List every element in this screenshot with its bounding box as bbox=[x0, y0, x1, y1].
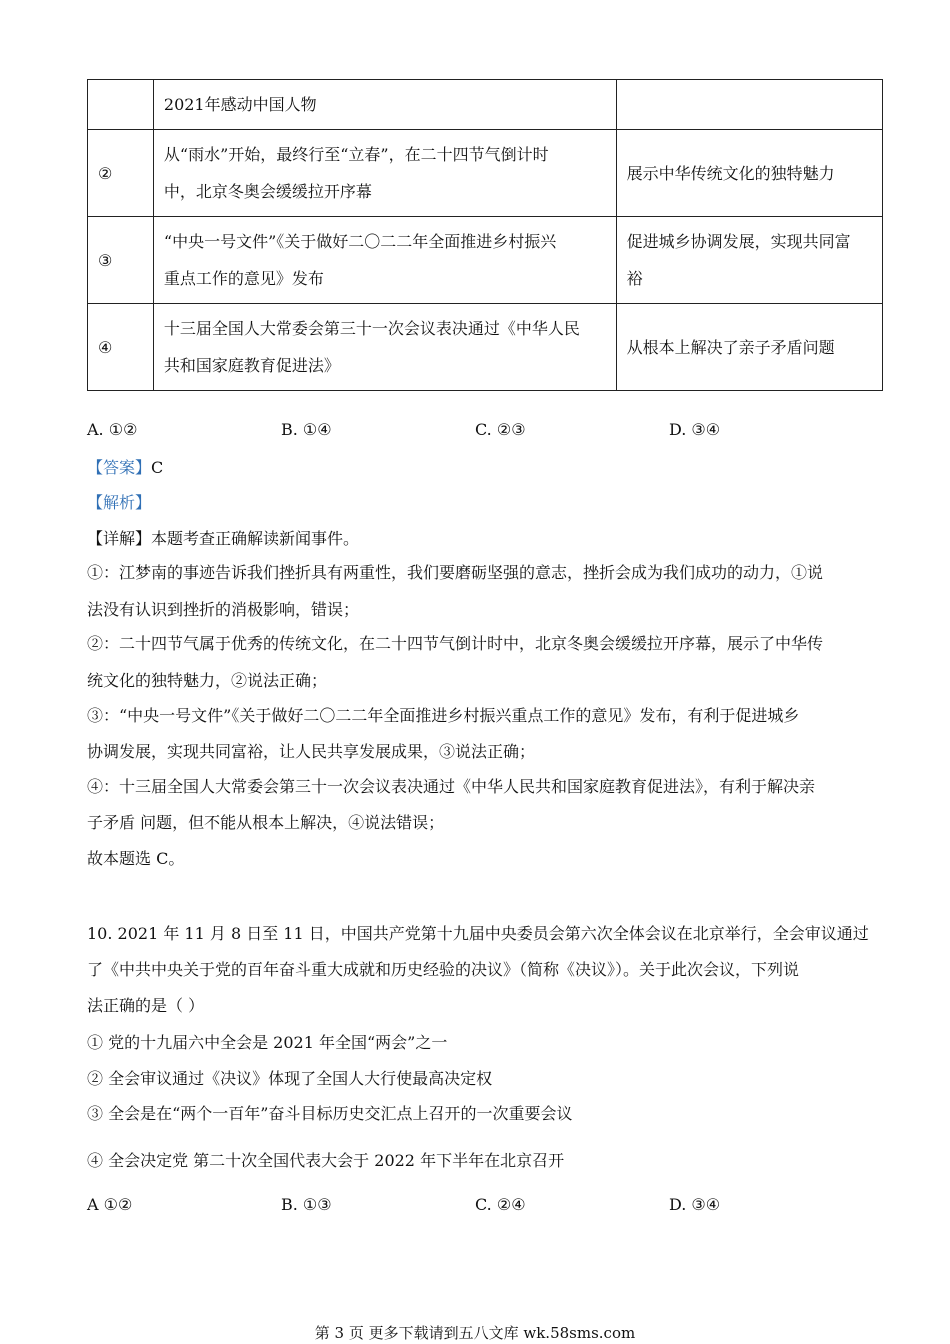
q10-statement: ③ 全会是在“两个一百年”奋斗目标历史交汇点上召开的一次重要会议 bbox=[87, 1104, 573, 1123]
row-number: ② bbox=[88, 130, 154, 217]
q9-option-a: A. ①② bbox=[87, 420, 138, 439]
event-line: 十三届全国人大常委会第三十一次会议表决通过《中华人民 bbox=[163, 319, 580, 338]
answer-label: 【答案】 bbox=[87, 458, 152, 477]
event-line: 2021年感动中国人物 bbox=[163, 95, 317, 114]
event-line: 重点工作的意见》发布 bbox=[163, 269, 324, 288]
table-row bbox=[88, 304, 883, 391]
meaning-line: 裕 bbox=[626, 269, 643, 288]
event-line: “中央一号文件”《关于做好二〇二二年全面推进乡村振兴 bbox=[163, 232, 557, 251]
q9-option-b: B. ①④ bbox=[281, 420, 332, 439]
q10-option-a: A ①② bbox=[87, 1195, 133, 1214]
meaning-cell bbox=[616, 80, 882, 130]
q10-stem-line: 法正确的是（ ） bbox=[87, 996, 205, 1015]
event-line: 从“雨水”开始，最终行至“立春”，在二十四节气倒计时 bbox=[163, 145, 549, 164]
q9-option-d: D. ③④ bbox=[669, 420, 721, 439]
q9-option-c: C. ②③ bbox=[475, 420, 526, 439]
row-number: ④ bbox=[88, 304, 154, 391]
table-row bbox=[88, 80, 883, 130]
meaning-cell bbox=[616, 217, 882, 304]
meaning-cell bbox=[616, 304, 882, 391]
news-events-table bbox=[87, 79, 883, 391]
q10-option-d: D. ③④ bbox=[669, 1195, 721, 1214]
page-footer: 第 3 页 更多下载请到五八文库 wk.58sms.com bbox=[314, 1324, 636, 1342]
event-line: 共和国家庭教育促进法》 bbox=[163, 356, 340, 375]
detail-line: 协调发展，实现共同富裕，让人民共享发展成果，③说法正确； bbox=[87, 742, 536, 761]
q10-option-c: C. ②④ bbox=[475, 1195, 526, 1214]
meaning-line: 展示中华传统文化的独特魅力 bbox=[626, 163, 835, 183]
event-cell bbox=[153, 217, 616, 304]
detail-line: 子矛盾 问题，但不能从根本上解决，④说法错误； bbox=[87, 813, 445, 832]
event-cell bbox=[153, 304, 616, 391]
meaning-cell bbox=[616, 130, 882, 217]
q9-answer bbox=[87, 455, 163, 478]
meaning-line: 从根本上解决了亲子矛盾问题 bbox=[626, 337, 835, 357]
row-number bbox=[88, 80, 154, 130]
q10-stem-line: 了《中共中央关于党的百年奋斗重大成就和历史经验的决议》（简称《决议》）。关于此次会议，下列说 bbox=[87, 960, 800, 979]
detail-line: 法没有认识到挫折的消极影响，错误； bbox=[87, 600, 360, 619]
table-row bbox=[88, 130, 883, 217]
row-number: ③ bbox=[88, 217, 154, 304]
q10-stem-line: 10. 2021 年 11 月 8 日至 11 日，中国共产党第十九届中央委员会第六次全体会议在北京举行，全会审议通过 bbox=[87, 924, 869, 943]
answer-value: C bbox=[151, 458, 164, 477]
detail-line: ①：江梦南的事迹告诉我们挫折具有两重性，我们要磨砺坚强的意志，挫折会成为我们成功的动力，①说 bbox=[87, 563, 824, 582]
detail-line: ③：“中央一号文件”《关于做好二〇二二年全面推进乡村振兴重点工作的意见》发布，有利于促进城乡 bbox=[87, 706, 800, 725]
event-line: 中，北京冬奥会缓缓拉开序幕 bbox=[163, 182, 372, 201]
detail-line: 统文化的独特魅力，②说法正确； bbox=[87, 671, 328, 690]
q10-statement: ② 全会审议通过《决议》体现了全国人大行使最高决定权 bbox=[87, 1069, 493, 1088]
event-cell bbox=[153, 80, 616, 130]
meaning-line: 促进城乡协调发展，实现共同富 bbox=[626, 232, 851, 251]
detail-line: 【详解】本题考查正确解读新闻事件。 bbox=[87, 529, 360, 548]
q10-statement: ① 党的十九届六中全会是 2021 年全国“两会”之一 bbox=[87, 1033, 448, 1052]
detail-line: ②：二十四节气属于优秀的传统文化，在二十四节气倒计时中，北京冬奥会缓缓拉开序幕，展示了中华传 bbox=[87, 634, 824, 653]
table-row bbox=[88, 217, 883, 304]
q10-statement: ④ 全会决定党 第二十次全国代表大会于 2022 年下半年在北京召开 bbox=[87, 1151, 565, 1170]
detail-line: ④：十三届全国人大常委会第三十一次会议表决通过《中华人民共和国家庭教育促进法》，有利于解决亲 bbox=[87, 777, 816, 796]
analysis-label: 【解析】 bbox=[87, 493, 152, 512]
event-cell bbox=[153, 130, 616, 217]
detail-line: 故本题选 C。 bbox=[87, 849, 185, 868]
q10-option-b: B. ①③ bbox=[281, 1195, 332, 1214]
